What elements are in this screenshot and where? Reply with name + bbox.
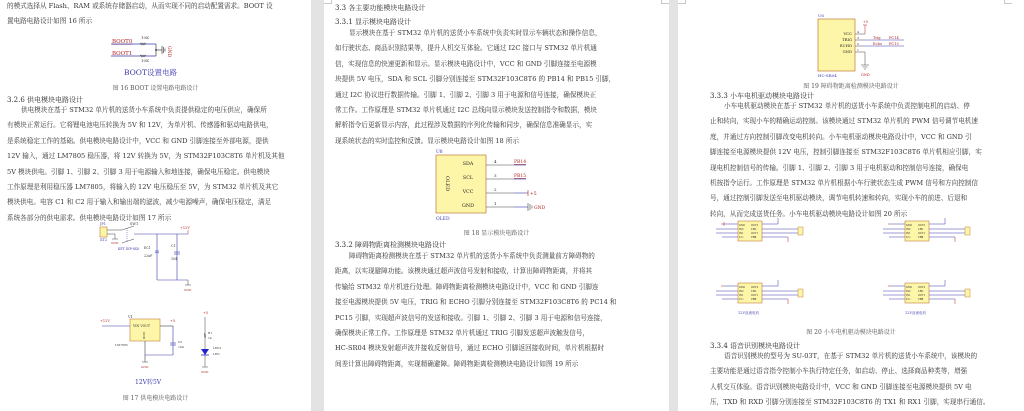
pin-number: 1: [494, 201, 497, 206]
net-pb14: PB14: [514, 160, 527, 165]
section-326-heading: 3.2.6 供电模块电路设计: [7, 96, 84, 104]
pin-gnd: GND: [462, 204, 474, 209]
text-line: 通过 I2C 协议进行数据传输。引脚 1、引脚 2、引脚 3 用于电源和信号连接，确保模块正: [335, 90, 597, 99]
intro-paragraph: [7, 0, 307, 30]
v5-label: +5: [863, 20, 869, 24]
document-page-1: [0, 0, 311, 411]
text-line: 信，实现信息的快速更新和显示。显示模块电路设计中，VCC 和 GND 引脚连接至电源模: [335, 59, 597, 68]
chip-pin: IN1: [906, 232, 911, 235]
figure-20-caption: 图 20 小车电机驱动模块电路设计: [806, 329, 896, 336]
boot-circuit-diagram: [100, 34, 220, 84]
v12-label: +12V: [180, 226, 190, 230]
text-line: 模块供电。电容 C1 和 C2 用于输入和输出端的滤波，减少电源噪声，确保电压稳定，满足: [7, 198, 272, 207]
text-line: 是系统稳定工作的基础。供电模块电路设计中，VCC 和 GND 引脚连接至外部电源，提供: [7, 136, 269, 145]
chip-pin: OUT1: [751, 232, 759, 235]
gnd-label: GND: [861, 73, 870, 77]
text-line: 如行驶状态、商品识别结果等，提升人机交互体验。它通过 I2C 接口与 STM32 单片机通: [335, 44, 597, 53]
regulator-pins: VIN VOUT: [133, 324, 151, 328]
pin-number: 2: [857, 42, 859, 46]
c2-value: 104: [178, 345, 184, 349]
page-corner-mark: [1004, 0, 1012, 4]
document-page-3: [678, 0, 1024, 411]
figure-18-caption: 图 18 显示模块电路设计: [463, 230, 530, 237]
chip-pin: OUT2: [918, 224, 926, 227]
text-line: 5V 模块供电。引脚 1、引脚 2、引脚 3 用于电源输入和地连接，确保电压稳定。供电模块: [7, 167, 270, 176]
motor-driver-diagram-3: [716, 278, 826, 320]
text-line: 置电路电路设计如图 16 所示: [7, 17, 93, 26]
pin-scl: SCL: [462, 176, 474, 181]
chip-pin: GND: [739, 224, 745, 227]
page-corner-mark: [324, 0, 332, 4]
text-line: 语音识别模块的型号为 SU-03T，在基于 STM32 单片机的送货小车系统中，该模块的: [724, 352, 978, 360]
net-pc15: PC15: [889, 42, 899, 46]
chip-pin: LED: [918, 228, 924, 231]
net-gnd: GND: [534, 206, 546, 211]
chip-pin: OUT2: [918, 286, 926, 289]
text-line: 小车电机驱动模块在基于 STM32 单片机的送货小车系统中负责控制电机的启动、停: [724, 102, 970, 110]
section-326-paragraph: [7, 103, 307, 226]
text-line: 块提供 5V 电压，SDA 和 SCL 引脚分别连接至 STM32F103C8T6 的 PB14 和 PB15 引脚，: [335, 75, 616, 84]
text-line: 现系统状态的实时监控和反馈。显示模块电路设计如图 18 所示: [335, 136, 520, 145]
ultrasonic-circuit-diagram: [818, 13, 928, 83]
chip-pin: Vcc: [739, 236, 744, 239]
text-line: 12V 输入，通过 LM7805 稳压器，将 12V 转换为 5V，为 STM32F103C8T6 单片机及其他: [7, 152, 285, 161]
chip-pin: VBB: [751, 298, 757, 301]
pin-vcc: VCC: [843, 31, 852, 36]
c2-label: C2: [178, 340, 183, 344]
motor-driver-diagram-1: [716, 216, 826, 258]
section-334-heading: 3.3.4 语音识别模块电路设计: [710, 342, 801, 350]
chip-pin: OUT1: [751, 294, 759, 297]
u1-label: V1: [128, 315, 133, 319]
chip-pin: LED: [751, 290, 757, 293]
chip-pin: OUT2: [751, 224, 759, 227]
switch-part-label: KFT DIP-8X8: [118, 247, 139, 251]
text-line: 工作原理是利用稳压器 LM7805，将输入的 12V 电压稳压至 5V，为 STM32 单片机及其它: [7, 183, 279, 192]
chip-pin: IN1: [906, 294, 911, 297]
jp1-label: JP1: [100, 222, 106, 226]
pin-gnd: GND: [842, 49, 852, 54]
boot1-label: BOOT1: [112, 51, 133, 57]
chip-pin: OUT2: [751, 286, 759, 289]
xt2-label: XT2: [100, 238, 108, 242]
gnd-label: GND: [184, 288, 192, 292]
section-33-heading: 3.3 各主要功能模块电路设计: [335, 4, 426, 12]
ec1-label: EC1: [144, 246, 151, 250]
text-line: 解析指令后更新显示内容，此过程涉及数据的序列化传输和同步，确保信息准确显示，实: [335, 121, 593, 130]
r1-label: 10K: [141, 35, 150, 40]
net-pc14: PC14: [889, 36, 899, 40]
chip-pin: OUT1: [918, 294, 926, 297]
text-line: PC15 引脚，实现超声波信号的发送和接收。引脚 1、引脚 2、引脚 3 用于电源和信号连接，: [335, 313, 607, 322]
gnd-label: GND: [111, 241, 119, 245]
page-corner-mark: [678, 0, 686, 4]
text-line: 脚连接至电源模块提供 12V 电压，控制引脚连接至 STM32F103C8T6 单片机相应引脚，实: [710, 148, 982, 157]
section-333-heading: 3.3.3 小车电机驱动模块电路设计: [710, 92, 815, 100]
section-333-paragraph: [710, 99, 1016, 222]
lm7805-label: LM7805: [115, 343, 128, 347]
text-line: 有模块正常运行。它将锂电池电压转换为 5V 和 12V，为单片机、传感器和驱动电路供电，: [7, 121, 273, 130]
pin-echo: ECHO: [839, 43, 852, 48]
chip-pin: IN2: [739, 228, 744, 231]
pin-number: 3: [494, 173, 497, 178]
chip-pin: IN2: [906, 290, 911, 293]
c1-value: 104: [171, 257, 178, 261]
figure-16-caption: 图 16 BOOT 设置电路电路设计: [112, 85, 199, 92]
chip-pin: VBB: [918, 236, 924, 239]
chip-pin: LED: [918, 290, 924, 293]
section-331-heading: 3.3.1 显示模块电路设计: [335, 18, 412, 26]
section-332-paragraph: [335, 249, 645, 372]
power-diagram-subtitle: 12V转5V: [135, 379, 162, 386]
text-line: 压，TXD 和 RXD 引脚分别连接至 STM32F103C8T6 的 TX1 和 RX1 引脚，实现串行通信。: [710, 398, 990, 407]
r2-label: 10K: [141, 58, 150, 63]
part-label: HC-SR04: [818, 73, 837, 78]
motor-driver-block: [716, 218, 803, 242]
chip-pin: LED: [751, 228, 757, 231]
chip-pin: GND: [739, 286, 745, 289]
gnd-label: GND: [166, 46, 171, 58]
chip-pin: GND: [906, 286, 912, 289]
text-line: 确保模块正常工作。工作原理是 STM32 单片机通过 TRIG 引脚发送超声波触发信号，: [335, 329, 590, 338]
section-332-heading: 3.3.2 障碍物距离检测模块电路设计: [335, 241, 447, 249]
pin-trig: TRIG: [842, 37, 852, 42]
text-line: 间差计算出障碍物距离，实现精确避障。障碍物距离检测模块电路设计如图 19 所示: [335, 359, 579, 368]
pin-sda: SDA: [462, 162, 474, 167]
chip-pin: Vcc: [906, 236, 911, 239]
figure-17-caption: 图 17 供电模块电路设计: [122, 395, 189, 402]
text-line: 障碍物距离检测模块在基于 STM32 单片机的送货小车系统中负责测量前方障碍物的: [349, 252, 595, 260]
chip-pin: IN2: [739, 290, 744, 293]
motor-driver-diagram-4: [883, 278, 993, 320]
echo-signal: Echo: [873, 42, 883, 46]
r1-label: R1: [208, 331, 213, 335]
ec1-value: 22uF: [144, 254, 153, 258]
text-line: 号，通过控制引脚发送至电机驱动模块，调节电机转速和转向，实现小车的前进、后退和: [710, 194, 968, 203]
led-value: LED: [213, 352, 220, 356]
text-line: 常工作。工作原理是 STM32 单片机通过 I2C 总线向显示模块发送控制指令和数据，模块: [335, 106, 597, 115]
gnd-label: GND: [141, 365, 149, 369]
led1-label: LED1: [213, 346, 222, 350]
v5-label: +5: [203, 311, 209, 315]
u8-label: U8: [436, 150, 443, 155]
chip-pin: VBB: [751, 236, 757, 239]
document-page-2: [324, 0, 669, 411]
page-corner-mark: [661, 0, 669, 4]
text-line: 度，并通过方向控制引脚改变电机转向。小车电机驱动模块电路设计中，VCC 和 GND 引: [710, 132, 972, 141]
oled-circuit-diagram: [436, 150, 566, 225]
chip-pin: GND: [906, 224, 912, 227]
chip-pin: Vcc: [739, 298, 744, 301]
pin-number: 1: [857, 48, 859, 52]
oled-bottom-label: OLED: [436, 217, 450, 222]
text-line: 止和转向，实现小车的精确运动控制。该模块通过 STM32 单片机的 PWM 信号调节电机速: [710, 117, 978, 126]
text-line: 转向，从而完成送货任务。小车电机驱动模块电路设计如图 20 所示: [710, 209, 908, 218]
text-line: 传输给 STM32 单片机进行处理。障碍物距离检测模块电路设计中，VCC 和 GND 引脚连: [335, 282, 599, 291]
text-line: 距离，以实现避障功能。该模块通过超声波信号发射和接收，计算出障碍物距离，并将其: [335, 267, 593, 276]
text-line: 机按指令运行。工作原理是 STM32 单片机根据小车行驶状态生成 PWM 信号和方向控制信: [710, 179, 978, 188]
pin-number: 2: [494, 187, 497, 192]
text-line: 显示模块在基于 STM32 单片机的送货小车系统中负责实时显示车辆状态和操作信息，: [349, 29, 602, 37]
chip-pin: IN2: [906, 228, 911, 231]
section-331-paragraph: [335, 26, 645, 149]
boot0-label: BOOT0: [112, 39, 133, 45]
u6-label: U6: [818, 13, 824, 18]
sw1-label: SW1: [130, 222, 139, 226]
pin-number: 3: [857, 36, 859, 40]
chip-pin: IN1: [739, 294, 744, 297]
v12-label: +12V: [100, 319, 110, 323]
figure-19-caption: 图 19 障碍物距离检测模块电路设计: [803, 83, 899, 90]
chip-pin: VBB: [918, 298, 924, 301]
text-line: 现电机控制信号的传输。引脚 1、引脚 2、引脚 3 用于电机驱动和控制信号连接，确保电: [710, 163, 969, 172]
pin-vcc: VCC: [462, 190, 474, 195]
text-line: 接至电源模块提供 5V 电压，TRIG 和 ECHO 引脚分别连接至 STM32F103C8T6 的 PC14 和: [335, 298, 617, 307]
pin-number: 4: [494, 159, 497, 164]
c1-label: C1: [171, 244, 176, 248]
power-circuit-diagram: [100, 222, 230, 397]
v5-label: +5: [170, 319, 176, 323]
motor-label: 12V直流电机: [905, 311, 926, 315]
r1-value: 1k: [208, 336, 212, 340]
net-pb15: PB15: [514, 174, 527, 179]
net-5v: +5: [530, 192, 537, 197]
pin-number: 4: [857, 30, 859, 34]
regulator-gnd: GND: [142, 332, 146, 339]
section-334-paragraph: [710, 349, 1016, 411]
motor-driver-diagram-2: [883, 216, 993, 258]
chip-pin: OUT1: [918, 232, 926, 235]
motor-label: 12V直流电机: [738, 311, 759, 315]
gnd-label: GND: [201, 370, 209, 374]
text-line: 主要功能是通过语音指令控制小车执行特定任务，如启动、停止、选择商品种类等，增强: [710, 367, 968, 376]
text-line: 的模式选择从 Flash、RAM 或系统存储器启动，从而实现不同的启动配置需求。BOOT 设: [7, 2, 273, 10]
text-line: 供电模块在基于 STM32 单片机的送货小车系统中负责提供稳定的电压供应，确保所: [21, 106, 267, 114]
chip-pin: IN1: [739, 232, 744, 235]
trig-signal: Trig: [873, 36, 881, 40]
chip-pin: Vcc: [906, 298, 911, 301]
text-line: 人机交互体验。语音识别模块电路设计中，VCC 和 GND 引脚连接至电源模块提供 5V 电: [710, 382, 972, 391]
boot-diagram-title: BOOT设置电路: [124, 68, 177, 77]
text-line: 系统各部分的供电需求。供电模块电路设计如图 17 所示: [7, 213, 172, 222]
oled-side-label: OLED: [444, 176, 450, 192]
text-line: HC-SR04 模块发射超声波并接收反射信号，通过 ECHO 引脚返回接收时间，单片机根据时: [335, 344, 605, 353]
